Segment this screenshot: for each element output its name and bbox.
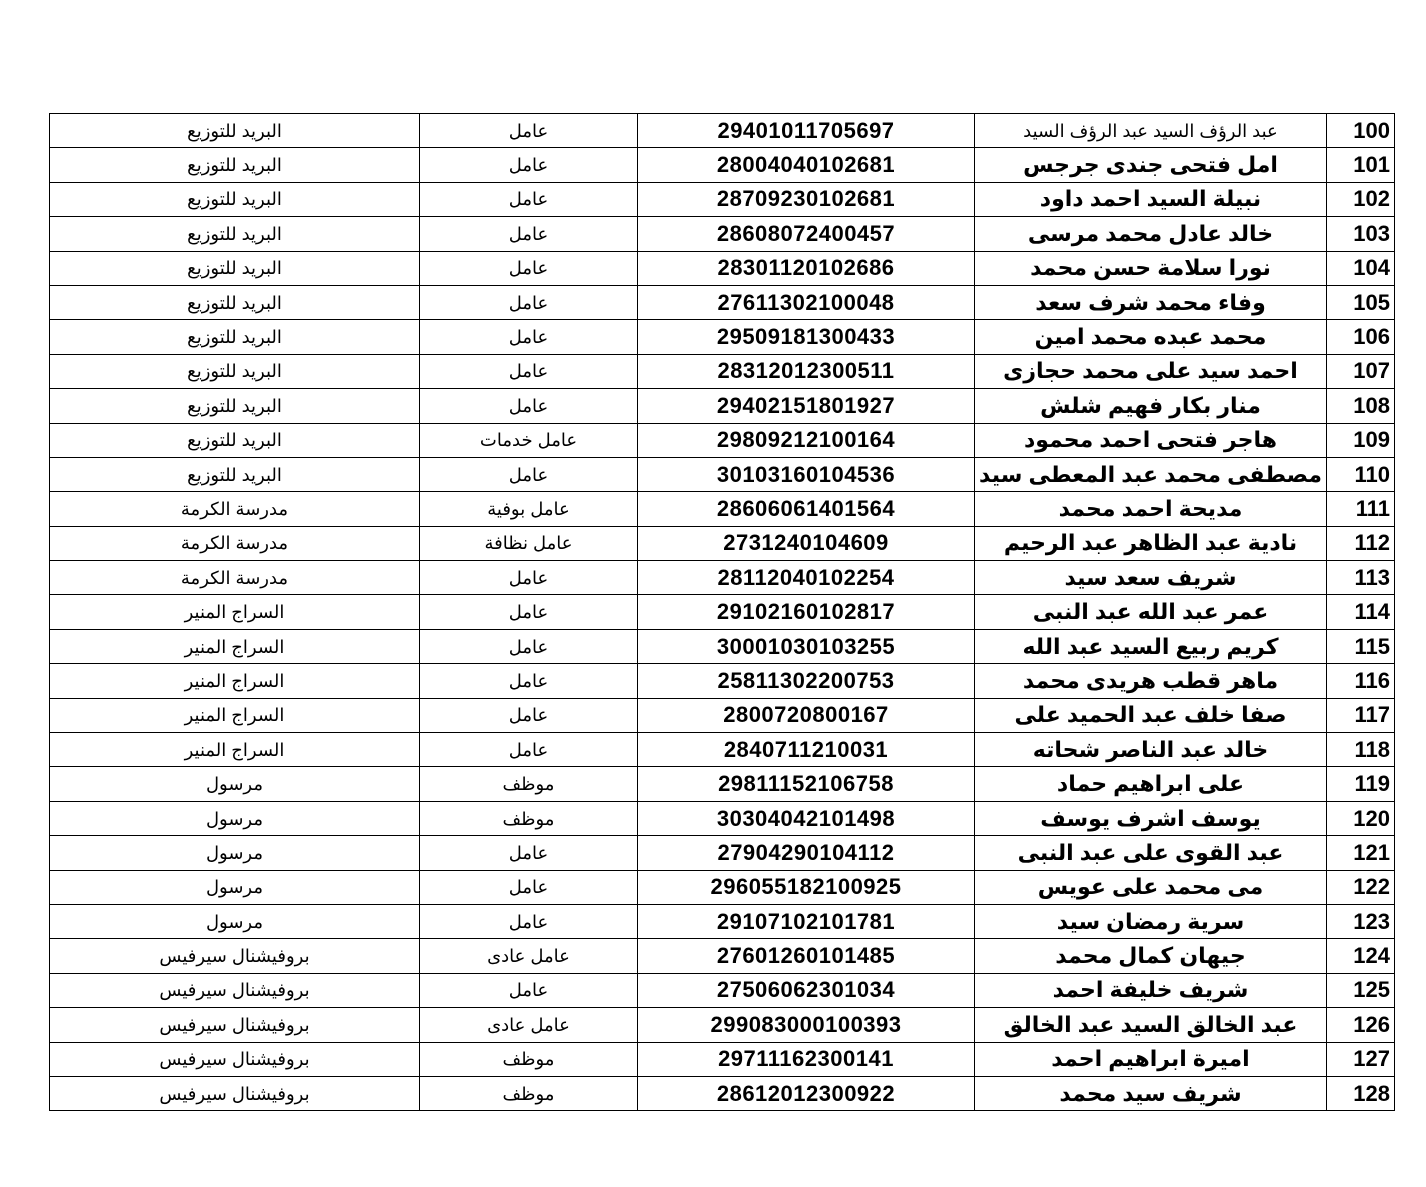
row-number-cell: 106 — [1327, 320, 1395, 354]
national-id-cell: 296055182100925 — [638, 870, 975, 904]
place-cell: بروفيشنال سيرفيس — [50, 1042, 420, 1076]
row-number-cell: 105 — [1327, 285, 1395, 319]
table-row — [50, 595, 1395, 629]
name-cell: صفا خلف عبد الحميد على — [975, 698, 1327, 732]
table-row — [50, 1008, 1395, 1042]
name-cell: يوسف اشرف يوسف — [975, 801, 1327, 835]
table-row — [50, 767, 1395, 801]
row-number-cell: 118 — [1327, 733, 1395, 767]
place-cell: مرسول — [50, 870, 420, 904]
national-id-cell: 29811152106758 — [638, 767, 975, 801]
job-cell: عامل — [420, 114, 638, 148]
place-cell: مدرسة الكرمة — [50, 526, 420, 560]
place-cell: البريد للتوزيع — [50, 354, 420, 388]
place-cell: مرسول — [50, 836, 420, 870]
row-number-cell: 120 — [1327, 801, 1395, 835]
job-cell: عامل خدمات — [420, 423, 638, 457]
job-cell: عامل — [420, 904, 638, 938]
job-cell: عامل — [420, 457, 638, 491]
name-cell: نادية عبد الظاهر عبد الرحيم — [975, 526, 1327, 560]
table-row — [50, 629, 1395, 663]
place-cell: السراج المنير — [50, 629, 420, 663]
name-cell: مى محمد على عويس — [975, 870, 1327, 904]
job-cell: عامل — [420, 217, 638, 251]
table-row — [50, 320, 1395, 354]
national-id-cell: 27611302100048 — [638, 285, 975, 319]
job-cell: عامل عادى — [420, 1008, 638, 1042]
place-cell: بروفيشنال سيرفيس — [50, 1076, 420, 1110]
name-cell: امل فتحى جندى جرجس — [975, 148, 1327, 182]
national-id-cell: 28608072400457 — [638, 217, 975, 251]
row-number-cell: 102 — [1327, 182, 1395, 216]
table-row — [50, 939, 1395, 973]
national-id-cell: 29711162300141 — [638, 1042, 975, 1076]
national-id-cell: 25811302200753 — [638, 664, 975, 698]
job-cell: عامل — [420, 182, 638, 216]
national-id-cell: 29402151801927 — [638, 389, 975, 423]
job-cell: موظف — [420, 1076, 638, 1110]
row-number-cell: 122 — [1327, 870, 1395, 904]
place-cell: بروفيشنال سيرفيس — [50, 939, 420, 973]
national-id-cell: 30304042101498 — [638, 801, 975, 835]
place-cell: مدرسة الكرمة — [50, 492, 420, 526]
roster-sheet — [49, 113, 1390, 1111]
name-cell: مصطفى محمد عبد المعطى سيد — [975, 457, 1327, 491]
job-cell: عامل — [420, 973, 638, 1007]
name-cell: على ابراهيم حماد — [975, 767, 1327, 801]
table-row — [50, 457, 1395, 491]
national-id-cell: 30103160104536 — [638, 457, 975, 491]
row-number-cell: 100 — [1327, 114, 1395, 148]
row-number-cell: 110 — [1327, 457, 1395, 491]
place-cell: مدرسة الكرمة — [50, 561, 420, 595]
national-id-cell: 28312012300511 — [638, 354, 975, 388]
table-row — [50, 698, 1395, 732]
name-cell: مديحة احمد محمد — [975, 492, 1327, 526]
table-row — [50, 664, 1395, 698]
row-number-cell: 126 — [1327, 1008, 1395, 1042]
place-cell: السراج المنير — [50, 733, 420, 767]
job-cell: عامل — [420, 251, 638, 285]
place-cell: السراج المنير — [50, 698, 420, 732]
table-row — [50, 973, 1395, 1007]
place-cell: السراج المنير — [50, 595, 420, 629]
national-id-cell: 28606061401564 — [638, 492, 975, 526]
table-row — [50, 526, 1395, 560]
name-cell: اميرة ابراهيم احمد — [975, 1042, 1327, 1076]
row-number-cell: 121 — [1327, 836, 1395, 870]
row-number-cell: 109 — [1327, 423, 1395, 457]
job-cell: عامل — [420, 320, 638, 354]
row-number-cell: 117 — [1327, 698, 1395, 732]
row-number-cell: 124 — [1327, 939, 1395, 973]
table-row — [50, 904, 1395, 938]
name-cell: سرية رمضان سيد — [975, 904, 1327, 938]
name-cell: وفاء محمد شرف سعد — [975, 285, 1327, 319]
roster-body — [50, 114, 1395, 1111]
job-cell: عامل — [420, 285, 638, 319]
national-id-cell: 28709230102681 — [638, 182, 975, 216]
place-cell: البريد للتوزيع — [50, 182, 420, 216]
national-id-cell: 2800720800167 — [638, 698, 975, 732]
table-row — [50, 733, 1395, 767]
name-cell: كريم ربيع السيد عبد الله — [975, 629, 1327, 663]
name-cell: خالد عبد الناصر شحاته — [975, 733, 1327, 767]
name-cell: ماهر قطب هريدى محمد — [975, 664, 1327, 698]
place-cell: مرسول — [50, 801, 420, 835]
job-cell: عامل — [420, 595, 638, 629]
table-row — [50, 182, 1395, 216]
name-cell: عبد الخالق السيد عبد الخالق — [975, 1008, 1327, 1042]
row-number-cell: 119 — [1327, 767, 1395, 801]
job-cell: موظف — [420, 767, 638, 801]
national-id-cell: 29102160102817 — [638, 595, 975, 629]
job-cell: عامل عادى — [420, 939, 638, 973]
national-id-cell: 30001030103255 — [638, 629, 975, 663]
place-cell: بروفيشنال سيرفيس — [50, 973, 420, 1007]
row-number-cell: 111 — [1327, 492, 1395, 526]
national-id-cell: 299083000100393 — [638, 1008, 975, 1042]
row-number-cell: 115 — [1327, 629, 1395, 663]
table-row — [50, 148, 1395, 182]
name-cell: جيهان كمال محمد — [975, 939, 1327, 973]
name-cell: هاجر فتحى احمد محمود — [975, 423, 1327, 457]
name-cell: شريف خليفة احمد — [975, 973, 1327, 1007]
place-cell: البريد للتوزيع — [50, 320, 420, 354]
job-cell: عامل — [420, 354, 638, 388]
place-cell: مرسول — [50, 904, 420, 938]
job-cell: عامل — [420, 561, 638, 595]
national-id-cell: 28004040102681 — [638, 148, 975, 182]
name-cell: عمر عبد الله عبد النبى — [975, 595, 1327, 629]
name-cell: عبد الرؤف السيد عبد الرؤف السيد — [975, 114, 1327, 148]
job-cell: عامل — [420, 733, 638, 767]
row-number-cell: 114 — [1327, 595, 1395, 629]
name-cell: شريف سيد محمد — [975, 1076, 1327, 1110]
job-cell: عامل — [420, 389, 638, 423]
job-cell: عامل بوفية — [420, 492, 638, 526]
place-cell: البريد للتوزيع — [50, 285, 420, 319]
table-row — [50, 251, 1395, 285]
national-id-cell: 2840711210031 — [638, 733, 975, 767]
row-number-cell: 127 — [1327, 1042, 1395, 1076]
national-id-cell: 28612012300922 — [638, 1076, 975, 1110]
job-cell: عامل — [420, 664, 638, 698]
place-cell: البريد للتوزيع — [50, 457, 420, 491]
national-id-cell: 27904290104112 — [638, 836, 975, 870]
table-row — [50, 354, 1395, 388]
national-id-cell: 28112040102254 — [638, 561, 975, 595]
table-row — [50, 561, 1395, 595]
row-number-cell: 128 — [1327, 1076, 1395, 1110]
row-number-cell: 112 — [1327, 526, 1395, 560]
job-cell: عامل — [420, 629, 638, 663]
table-row — [50, 1076, 1395, 1110]
national-id-cell: 29809212100164 — [638, 423, 975, 457]
place-cell: البريد للتوزيع — [50, 423, 420, 457]
table-row — [50, 801, 1395, 835]
national-id-cell: 29107102101781 — [638, 904, 975, 938]
table-row — [50, 423, 1395, 457]
table-row — [50, 285, 1395, 319]
name-cell: عبد القوى على عبد النبى — [975, 836, 1327, 870]
name-cell: نبيلة السيد احمد داود — [975, 182, 1327, 216]
name-cell: خالد عادل محمد مرسى — [975, 217, 1327, 251]
table-row — [50, 217, 1395, 251]
job-cell: عامل — [420, 698, 638, 732]
table-row — [50, 1042, 1395, 1076]
row-number-cell: 113 — [1327, 561, 1395, 595]
table-row — [50, 389, 1395, 423]
name-cell: شريف سعد سيد — [975, 561, 1327, 595]
table-row — [50, 492, 1395, 526]
job-cell: عامل نظافة — [420, 526, 638, 560]
name-cell: نورا سلامة حسن محمد — [975, 251, 1327, 285]
job-cell: موظف — [420, 801, 638, 835]
national-id-cell: 28301120102686 — [638, 251, 975, 285]
place-cell: البريد للتوزيع — [50, 114, 420, 148]
name-cell: احمد سيد على محمد حجازى — [975, 354, 1327, 388]
table-row — [50, 836, 1395, 870]
job-cell: عامل — [420, 148, 638, 182]
place-cell: بروفيشنال سيرفيس — [50, 1008, 420, 1042]
row-number-cell: 108 — [1327, 389, 1395, 423]
place-cell: البريد للتوزيع — [50, 389, 420, 423]
row-number-cell: 125 — [1327, 973, 1395, 1007]
national-id-cell: 27601260101485 — [638, 939, 975, 973]
name-cell: منار بكار فهيم شلش — [975, 389, 1327, 423]
name-cell: محمد عبده محمد امين — [975, 320, 1327, 354]
national-id-cell: 29509181300433 — [638, 320, 975, 354]
place-cell: البريد للتوزيع — [50, 217, 420, 251]
table-row — [50, 870, 1395, 904]
job-cell: عامل — [420, 870, 638, 904]
national-id-cell: 2731240104609 — [638, 526, 975, 560]
row-number-cell: 107 — [1327, 354, 1395, 388]
roster-table — [49, 113, 1395, 1111]
national-id-cell: 27506062301034 — [638, 973, 975, 1007]
place-cell: البريد للتوزيع — [50, 148, 420, 182]
table-row — [50, 114, 1395, 148]
row-number-cell: 101 — [1327, 148, 1395, 182]
row-number-cell: 123 — [1327, 904, 1395, 938]
row-number-cell: 104 — [1327, 251, 1395, 285]
place-cell: البريد للتوزيع — [50, 251, 420, 285]
row-number-cell: 103 — [1327, 217, 1395, 251]
place-cell: مرسول — [50, 767, 420, 801]
national-id-cell: 29401011705697 — [638, 114, 975, 148]
row-number-cell: 116 — [1327, 664, 1395, 698]
place-cell: السراج المنير — [50, 664, 420, 698]
job-cell: موظف — [420, 1042, 638, 1076]
job-cell: عامل — [420, 836, 638, 870]
